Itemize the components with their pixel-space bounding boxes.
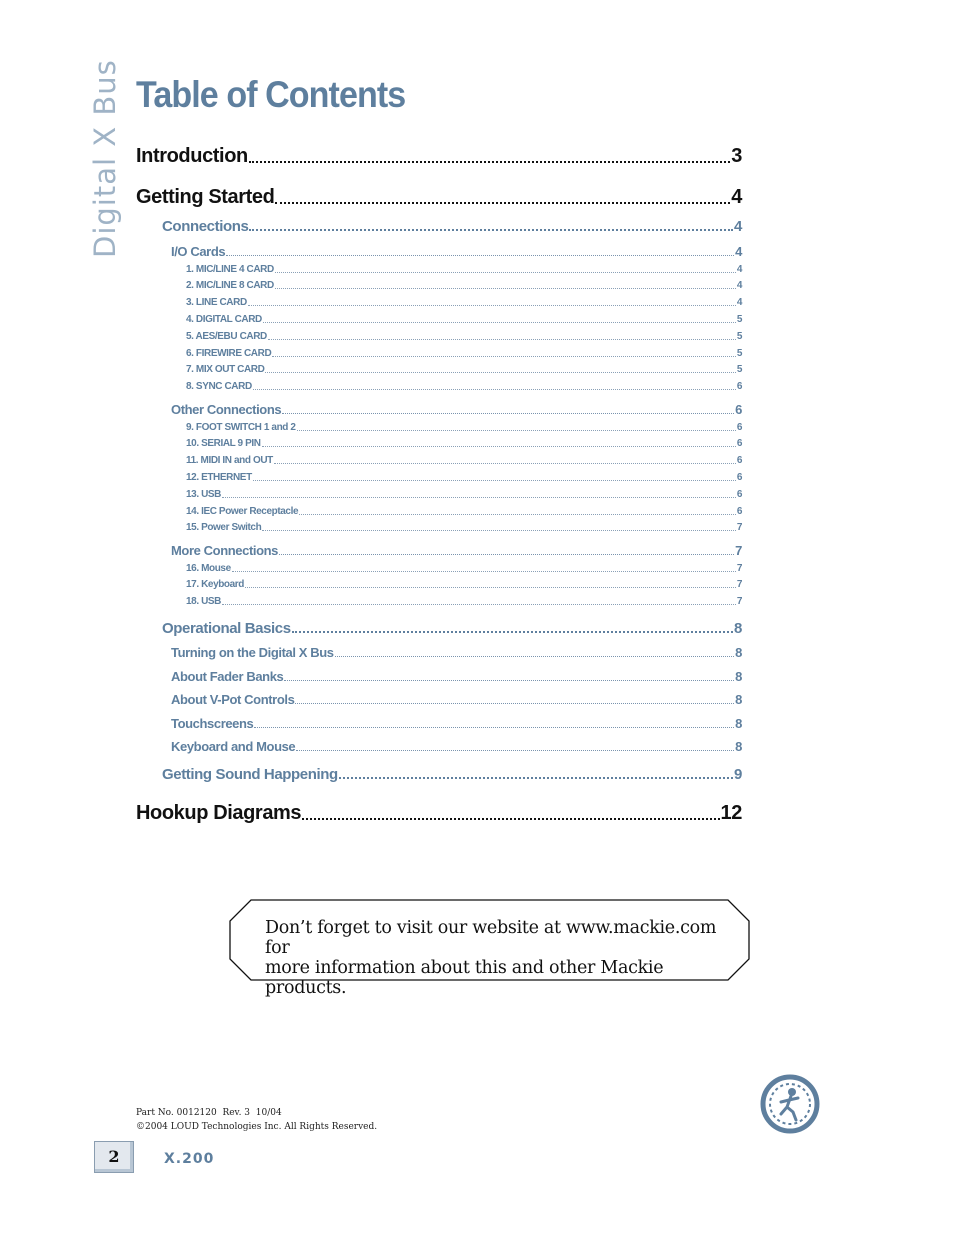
toc-entry-label: 7. MIX OUT CARD [186, 364, 265, 375]
toc-entry[interactable] [186, 278, 742, 291]
toc-entry-label: 5. AES/EBU CARD [186, 331, 267, 342]
toc-entry-page: 4 [736, 297, 742, 308]
toc-leader-dots [226, 252, 734, 256]
toc-leader-dots [222, 601, 736, 605]
toc-leader-dots [248, 302, 736, 306]
toc-entry[interactable] [136, 801, 742, 825]
toc-entry[interactable] [171, 242, 742, 259]
toc-leader-dots [279, 551, 734, 555]
page-number: 2 [94, 1141, 134, 1173]
toc-entry[interactable] [186, 329, 742, 342]
toc-entry-label: 13. USB [186, 489, 221, 500]
toc-entry[interactable] [186, 262, 742, 275]
toc-entry-page: 3 [731, 145, 742, 167]
toc-entry[interactable] [136, 185, 742, 209]
toc-entry[interactable] [171, 690, 742, 707]
toc-entry[interactable] [186, 594, 742, 607]
toc-leader-dots [295, 700, 734, 704]
toc-entry[interactable] [186, 520, 742, 533]
toc-entry-label: Connections [162, 218, 249, 235]
toc-entry[interactable] [171, 667, 742, 684]
toc-leader-dots [275, 198, 730, 204]
mackie-running-man-logo-icon [760, 1074, 820, 1134]
toc-entry-label: 6. FIREWIRE CARD [186, 348, 272, 359]
toc-entry-label: Keyboard and Mouse [171, 739, 296, 754]
toc-entry-label: 18. USB [186, 596, 221, 607]
toc-entry-label: More Connections [171, 543, 278, 558]
toc-entry-page: 6 [735, 402, 742, 417]
toc-entry-page: 5 [736, 314, 742, 325]
toc-entry-label: 14. IEC Power Receptacle [186, 506, 299, 517]
toc-entry-page: 12 [720, 802, 742, 824]
toc-entry-label: Getting Sound Happening [162, 766, 338, 783]
toc-entry-page: 6 [736, 381, 742, 392]
toc-entry-page: 7 [736, 522, 742, 533]
toc-entry-page: 7 [736, 596, 742, 607]
toc-entry-page: 8 [734, 620, 742, 637]
toc-entry[interactable] [171, 737, 742, 754]
toc-entry[interactable] [186, 436, 742, 449]
toc-entry-label: 1. MIC/LINE 4 CARD [186, 264, 274, 275]
toc-entry-label: About V-Pot Controls [171, 692, 295, 707]
toc-entry[interactable] [186, 362, 742, 375]
toc-entry-label: Introduction [136, 145, 248, 167]
toc-entry[interactable] [186, 379, 742, 392]
website-callout [229, 899, 750, 998]
toc-entry-page: 4 [734, 218, 742, 235]
toc-entry[interactable] [186, 487, 742, 500]
toc-leader-dots [249, 225, 733, 231]
toc-entry-label: 9. FOOT SWITCH 1 and 2 [186, 422, 296, 433]
toc-leader-dots [262, 527, 736, 531]
toc-entry-label: 3. LINE CARD [186, 297, 247, 308]
toc-entry-page: 6 [736, 455, 742, 466]
toc-leader-dots [296, 747, 734, 751]
toc-entry-label: Turning on the Digital X Bus [171, 645, 334, 660]
callout-line-2: more information about this and other Mackie products. [265, 958, 664, 998]
toc-entry-label: About Fader Banks [171, 669, 284, 684]
toc-entry-page: 5 [736, 331, 742, 342]
toc-entry-page: 6 [736, 422, 742, 433]
toc-entry-label: Hookup Diagrams [136, 802, 302, 824]
toc-entry[interactable] [186, 504, 742, 517]
toc-entry-label: 2. MIC/LINE 8 CARD [186, 280, 274, 291]
toc-leader-dots [262, 443, 736, 447]
toc-entry[interactable] [186, 420, 742, 433]
toc-entry[interactable] [171, 643, 742, 660]
toc-entry-page: 7 [736, 563, 742, 574]
toc-leader-dots [253, 386, 736, 390]
toc-leader-dots [284, 677, 734, 681]
model-name: X.200 [164, 1151, 215, 1167]
footer-meta [136, 1106, 377, 1134]
toc-entry-label: 16. Mouse [186, 563, 231, 574]
toc-entry[interactable] [186, 577, 742, 590]
toc-entry[interactable] [171, 400, 742, 417]
toc-entry[interactable] [162, 618, 742, 637]
toc-entry-page: 8 [735, 669, 742, 684]
toc-entry-label: Operational Basics [162, 620, 291, 637]
toc-entry[interactable] [186, 312, 742, 325]
toc-entry-page: 5 [736, 364, 742, 375]
toc-leader-dots [263, 319, 736, 323]
sidebar-title: Digital X Bus [88, 59, 122, 258]
toc-leader-dots [302, 814, 719, 820]
toc-entry-page: 7 [735, 543, 742, 558]
toc-leader-dots [339, 773, 733, 779]
toc-entry-label: 8. SYNC CARD [186, 381, 252, 392]
toc-entry-page: 8 [735, 716, 742, 731]
toc-entry[interactable] [186, 295, 742, 308]
toc-entry-page: 8 [735, 692, 742, 707]
toc-leader-dots [292, 627, 733, 633]
callout-text [265, 918, 735, 998]
toc-entry[interactable] [186, 453, 742, 466]
toc-entry-page: 7 [736, 579, 742, 590]
copyright: ©2004 LOUD Technologies Inc. All Rights Reserved. [136, 1122, 378, 1132]
toc-entry[interactable] [171, 714, 742, 731]
toc-entry-page: 6 [736, 489, 742, 500]
page-title: Table of Contents [136, 74, 406, 115]
toc-leader-dots [274, 460, 736, 464]
toc-entry[interactable] [162, 216, 742, 235]
toc-entry-page: 6 [736, 438, 742, 449]
toc-entry-label: 4. DIGITAL CARD [186, 314, 262, 325]
toc-entry-label: Getting Started [136, 186, 275, 208]
toc-entry-label: 12. ETHERNET [186, 472, 252, 483]
toc-leader-dots [245, 584, 736, 588]
toc-leader-dots [275, 269, 736, 273]
toc-leader-dots [253, 477, 736, 481]
toc-entry-page: 8 [735, 645, 742, 660]
toc-entry[interactable] [186, 561, 742, 574]
toc-entry-label: 10. SERIAL 9 PIN [186, 438, 261, 449]
toc-leader-dots [254, 724, 734, 728]
toc-leader-dots [268, 336, 736, 340]
toc-entry-page: 8 [735, 739, 742, 754]
toc-leader-dots [282, 410, 734, 414]
toc-entry-page: 4 [731, 186, 742, 208]
part-number: Part No. 0012120 Rev. 3 10/04 [136, 1108, 282, 1118]
toc-entry-label: 17. Keyboard [186, 579, 245, 590]
toc-entry-label: Touchscreens [171, 716, 254, 731]
toc-leader-dots [299, 511, 736, 515]
toc-entry-label: 15. Power Switch [186, 522, 262, 533]
toc-entry[interactable] [162, 764, 742, 783]
toc-entry-page: 6 [736, 472, 742, 483]
toc-leader-dots [335, 653, 735, 657]
toc-entry-label: 11. MIDI IN and OUT [186, 455, 273, 466]
toc-entry[interactable] [171, 541, 742, 558]
toc-entry-page: 4 [735, 244, 742, 259]
toc-leader-dots [232, 568, 736, 572]
toc-leader-dots [272, 353, 736, 357]
toc-entry-page: 4 [736, 280, 742, 291]
toc-leader-dots [249, 157, 730, 163]
toc-leader-dots [275, 285, 736, 289]
toc-entry[interactable] [186, 346, 742, 359]
toc-leader-dots [265, 369, 735, 373]
toc-entry-page: 9 [734, 766, 742, 783]
toc-entry-page: 6 [736, 506, 742, 517]
toc-entry[interactable] [186, 470, 742, 483]
toc-leader-dots [222, 494, 736, 498]
toc-leader-dots [297, 427, 736, 431]
toc-entry[interactable] [136, 144, 742, 168]
toc-entry-page: 5 [736, 348, 742, 359]
toc-entry-label: I/O Cards [171, 244, 226, 259]
toc-entry-page: 4 [736, 264, 742, 275]
callout-line-1: Don’t forget to visit our website at www.mackie.com for [265, 918, 717, 958]
toc-entry-label: Other Connections [171, 402, 282, 417]
